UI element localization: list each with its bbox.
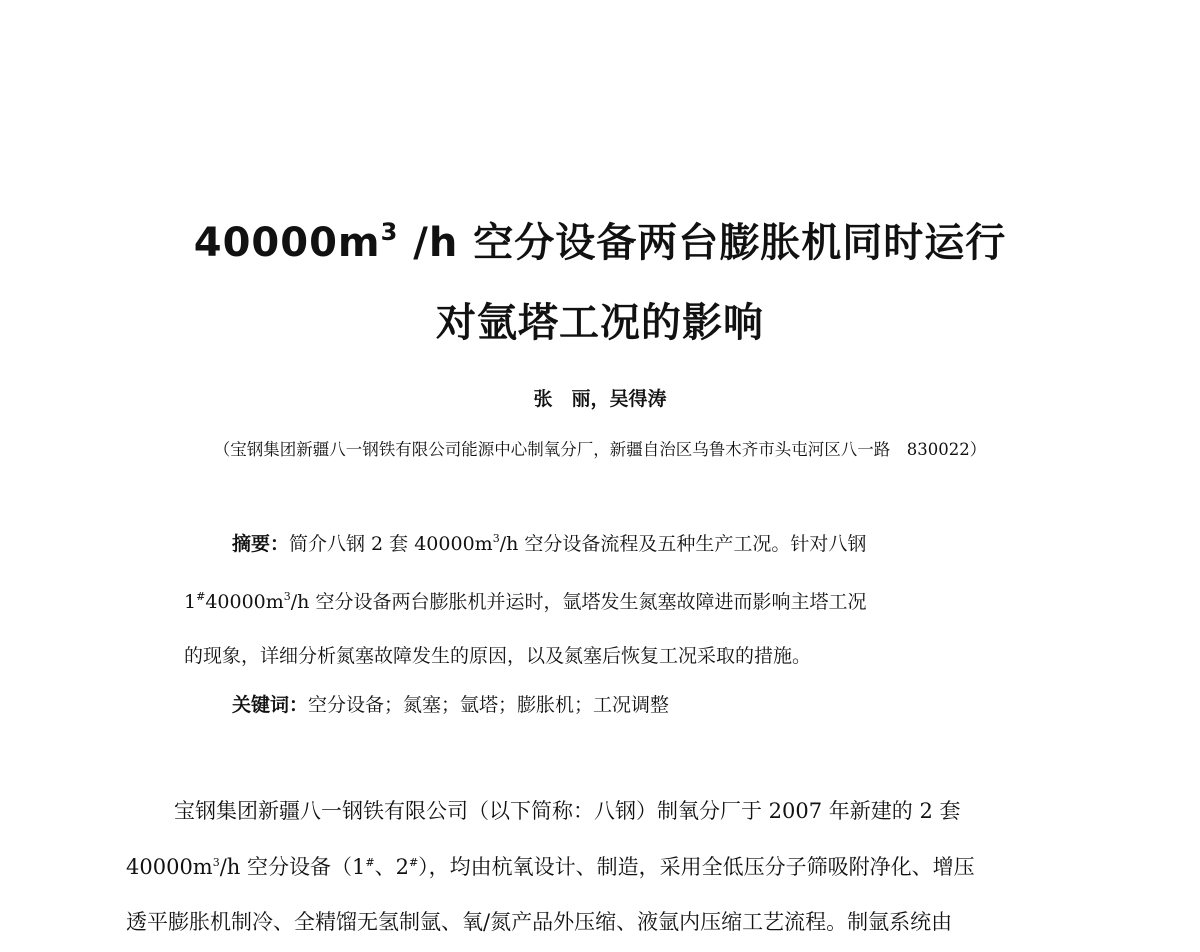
abstract-line-3: 的现象，详细分析氮塞故障发生的原因，以及氮塞后恢复工况采取的措施。 bbox=[184, 645, 812, 667]
abstract-text-2a: 1 bbox=[184, 591, 197, 613]
keywords-text: 空分设备；氮塞；氩塔；膨胀机；工况调整 bbox=[308, 694, 670, 716]
body-paragraph-line-3: 透平膨胀机制冷、全精馏无氢制氩、氧/氮产品外压缩、液氩内压缩工艺流程。制氩系统由 bbox=[126, 910, 953, 934]
paper-title-line-1 bbox=[0, 211, 1200, 268]
keywords-line bbox=[232, 690, 669, 717]
body-sup-1: 3 bbox=[212, 856, 220, 869]
abstract-text-1a: 简介八钢 2 套 40000m bbox=[289, 533, 493, 555]
body-sup-3: # bbox=[408, 856, 419, 869]
body-paragraph-line-2 bbox=[126, 851, 975, 881]
body-text-2b: /h 空分设备（1 bbox=[219, 855, 366, 879]
abstract-text-2c: /h 空分设备两台膨胀机并运时，氩塔发生氮塞故障进而影响主塔工况 bbox=[290, 591, 867, 613]
body-text-2c: 、2 bbox=[374, 855, 409, 879]
abstract-line-2 bbox=[184, 587, 866, 614]
abstract-text-2b: 40000m bbox=[205, 591, 284, 613]
abstract-sup-2: # bbox=[196, 590, 206, 603]
paper-title-line-2: 对氩塔工况的影响 bbox=[436, 300, 764, 346]
abstract-text-1b: /h 空分设备流程及五种生产工况。针对八钢 bbox=[499, 533, 867, 555]
abstract-line-1 bbox=[232, 529, 866, 556]
abstract-label: 摘要： bbox=[232, 533, 290, 555]
body-text-2a: 40000m bbox=[126, 855, 213, 879]
affiliation: （宝钢集团新疆八一钢铁有限公司能源中心制氧分厂，新疆自治区乌鲁木齐市头屯河区八一路 830022） bbox=[213, 440, 987, 459]
title-superscript: 3 bbox=[380, 218, 399, 246]
abstract-sup-1: 3 bbox=[492, 532, 500, 545]
title-suffix: /h 空分设备两台膨胀机同时运行 bbox=[398, 220, 1007, 266]
body-sup-2: # bbox=[365, 856, 375, 869]
abstract-sup-3: 3 bbox=[283, 590, 291, 603]
keywords-label: 关键词： bbox=[232, 694, 309, 716]
body-paragraph-line-1: 宝钢集团新疆八一钢铁有限公司（以下简称：八钢）制氧分厂于 2007 年新建的 2 套 bbox=[174, 799, 961, 823]
authors: 张 丽，吴得涛 bbox=[533, 388, 667, 410]
title-prefix: 40000m bbox=[193, 220, 381, 266]
body-text-2d: ），均由杭氧设计、制造，采用全低压分子筛吸附净化、增压 bbox=[418, 855, 975, 879]
